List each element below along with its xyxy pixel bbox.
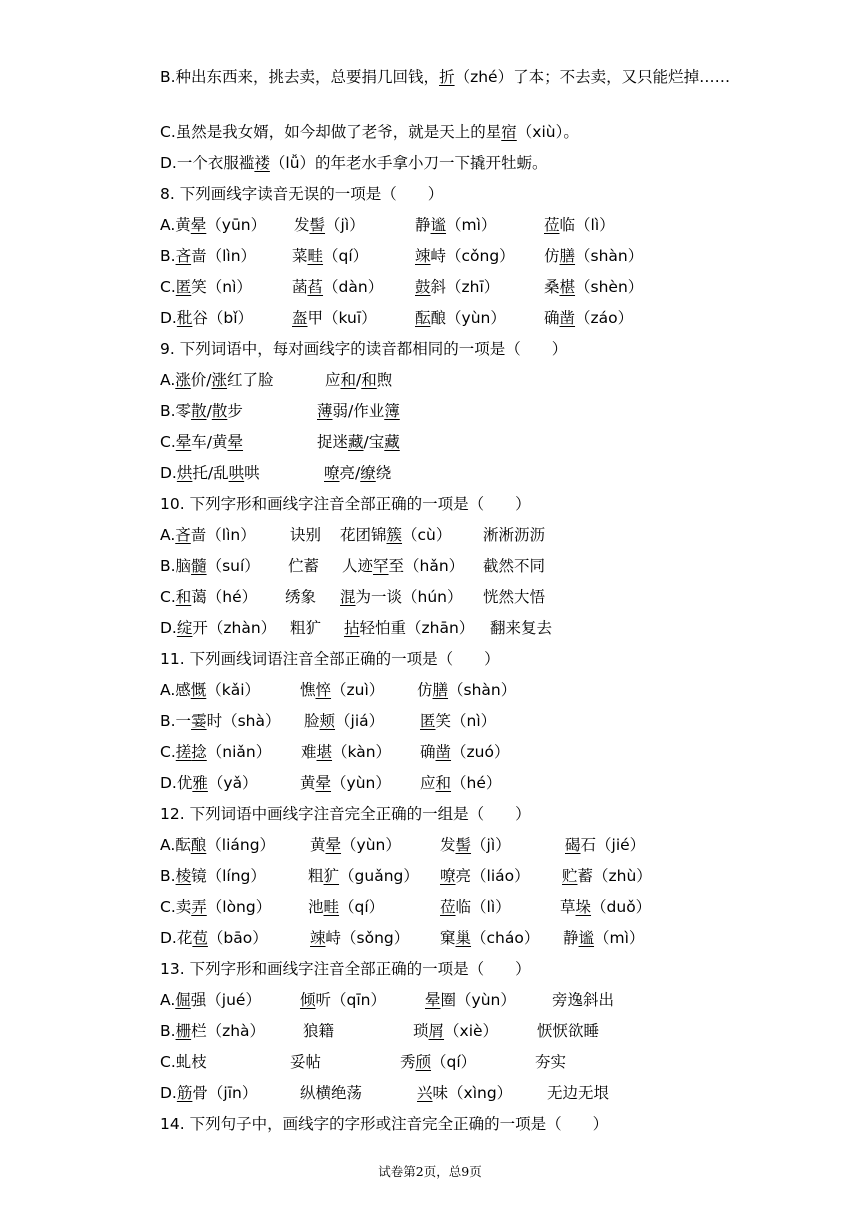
text-segment: B.栅栏（zhà） [160,1022,266,1040]
text-segment: 确凿（záo） [544,309,634,327]
text-segment: C.虽然是我女婿，如今却做了老爷，就是天上的星宿（xiù）。 [160,123,579,141]
text-segment: B.脑髓（suí） [160,557,260,575]
text-segment: A.倔强（jué） [160,991,261,1009]
text-segment: 8. 下列画线字读音无误的一项是（ ） [160,185,444,203]
text-segment: 诀别 [290,526,322,544]
text-segment: 盔甲（kuī） [292,309,377,327]
text-segment: D.绽开（zhàn） [160,619,277,637]
text-segment: 晕圈（yùn） [425,991,516,1009]
text-segment: A.吝啬（lìn） [160,526,256,544]
text-segment: 粗犷（guǎng） [308,867,419,885]
text-segment: 匿笑（nì） [420,712,497,730]
text-segment: A.酝酿（liáng） [160,836,276,854]
text-segment: 脸颊（jiá） [304,712,385,730]
text-segment: A.感慨（kǎi） [160,681,261,699]
text-segment: D.烘托/乱哄哄 [160,464,260,482]
text-segment: 淅淅沥沥 [483,526,546,544]
text-segment: 发髻（jì） [440,836,511,854]
text-segment: 绣象 [285,588,317,606]
text-segment: C.虬枝 [160,1053,207,1071]
text-segment: 池畦（qí） [308,898,385,916]
page-footer: 试卷第2页，总9页 [378,1164,482,1179]
text-segment: A.黄晕（yūn） [160,216,267,234]
text-segment: 无边无垠 [547,1084,610,1102]
text-segment: 菡萏（dàn） [292,278,384,296]
text-segment: D.花苞（bāo） [160,929,268,947]
text-segment: A.涨价/涨红了脸 [160,371,274,389]
text-segment: 嘹亮/缭绕 [324,464,392,482]
text-segment: 秀颀（qí） [400,1053,477,1071]
text-segment: D.一个衣服褴褛（lǚ）的年老水手拿小刀一下撬开牡蛎。 [160,154,548,172]
text-segment: 捉迷藏/宝藏 [317,433,400,451]
text-segment: 9. 下列词语中，每对画线字的读音都相同的一项是（ ） [160,340,568,358]
text-segment: C.卖弄（lòng） [160,898,272,916]
text-segment: C.晕车/黄晕 [160,433,244,451]
text-segment: 纵横绝荡 [300,1084,363,1102]
text-segment: 应和/和煦 [325,371,393,389]
text-segment: B.棱镜（líng） [160,867,266,885]
text-segment: 静谧（mì） [415,216,497,234]
text-segment: 竦峙（cǒng） [415,247,515,265]
text-segment: C.匿笑（nì） [160,278,252,296]
text-segment: 旁逸斜出 [552,991,615,1009]
text-segment: B.种出东西来，挑去卖，总要捐几回钱，折（zhé）了本；不去卖，又只能烂掉…… [160,68,731,86]
text-segment: 莅临（lì） [544,216,615,234]
text-segment: 碣石（jié） [565,836,646,854]
text-segment: 确凿（zuó） [420,743,510,761]
text-segment: 憔悴（zuì） [300,681,385,699]
text-segment: 恹恹欲睡 [537,1022,600,1040]
text-segment: 鼓斜（zhī） [415,278,500,296]
text-segment: 拈轻怕重（zhān） [344,619,475,637]
text-segment: 难堪（kàn） [301,743,392,761]
text-segment: 花团锦簇（cù） [340,526,452,544]
text-segment: 狼籍 [303,1022,335,1040]
text-segment: 混为一谈（hún） [340,588,463,606]
text-segment: 兴味（xìng） [417,1084,513,1102]
text-segment: 倾听（qīn） [300,991,386,1009]
text-segment: 竦峙（sǒng） [310,929,410,947]
text-segment: 翻来复去 [490,619,553,637]
text-segment: 人迹罕至（hǎn） [342,557,465,575]
text-segment: 菜畦（qí） [292,247,369,265]
text-segment: 伫蓄 [288,557,320,575]
text-segment: 11. 下列画线词语注音全部正确的一项是（ ） [160,650,500,668]
text-segment: B.零散/散步 [160,402,243,420]
text-segment: 应和（hé） [420,774,502,792]
text-segment: 仿膳（shàn） [544,247,644,265]
text-segment: 截然不同 [483,557,546,575]
text-segment: B.吝啬（lìn） [160,247,257,265]
text-segment: 酝酿（yùn） [415,309,506,327]
text-segment: 14. 下列句子中，画线字的字形或注音完全正确的一项是（ ） [160,1115,609,1133]
text-segment: D.优雅（yǎ） [160,774,258,792]
text-segment: 窠巢（cháo） [440,929,540,947]
text-segment: B.一霎时（shà） [160,712,281,730]
text-segment: 发髻（jì） [294,216,365,234]
text-segment: 琐屑（xiè） [413,1022,499,1040]
text-segment: D.秕谷（bǐ） [160,309,254,327]
text-segment: 仿膳（shàn） [417,681,517,699]
text-segment: C.搓捻（niǎn） [160,743,272,761]
text-segment: 夯实 [535,1053,567,1071]
text-segment: 桑椹（shèn） [544,278,644,296]
text-segment: 草垛（duǒ） [560,898,652,916]
text-segment: 黄晕（yùn） [300,774,391,792]
text-segment: 妥帖 [290,1053,322,1071]
text-segment: 薄弱/作业簿 [317,402,400,420]
text-segment: 恍然大悟 [483,588,546,606]
text-segment: 静谧（mì） [563,929,645,947]
text-segment: 12. 下列词语中画线字注音完全正确的一组是（ ） [160,805,531,823]
text-segment: 莅临（lì） [440,898,511,916]
text-segment: 10. 下列字形和画线字注音全部正确的一项是（ ） [160,495,531,513]
text-segment: 13. 下列字形和画线字注音全部正确的一项是（ ） [160,960,531,978]
text-segment: 嘹亮（liáo） [440,867,530,885]
text-segment: 粗犷 [290,619,322,637]
text-segment: C.和蔼（hé） [160,588,258,606]
text-segment: 贮蓄（zhù） [562,867,652,885]
text-segment: D.筋骨（jīn） [160,1084,258,1102]
text-segment: 黄晕（yùn） [310,836,401,854]
